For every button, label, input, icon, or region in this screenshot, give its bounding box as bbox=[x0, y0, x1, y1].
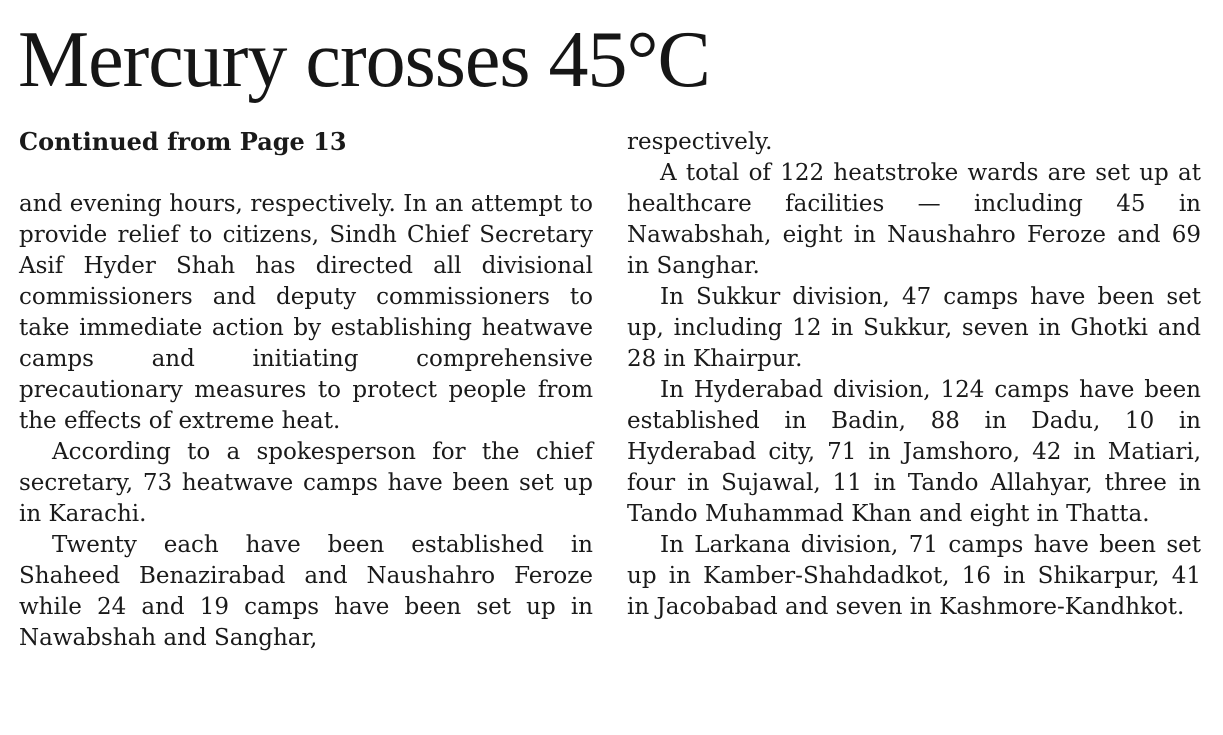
article-paragraph: According to a spokesperson for the chief secretary, 73 heatwave camps have been set up in Karachi. bbox=[19, 439, 593, 527]
article-column-right bbox=[627, 127, 1201, 623]
article-paragraph: In Sukkur division, 47 camps have been set up, including 12 in Sukkur, seven in Ghotki and 28 in Khairpur. bbox=[627, 284, 1201, 372]
headline: Mercury crosses 45°C bbox=[18, 16, 710, 104]
article-paragraph: In Hyderabad division, 124 camps have been established in Badin, 88 in Dadu, 10 in Hyderabad city, 71 in Jamshoro, 42 in Matiari, four in Sujawal, 11 in Tando Allahyar, three in Tando Muhammad Khan and eight in Thatta. bbox=[627, 377, 1201, 527]
article-paragraph: and evening hours, respectively. In an attempt to provide relief to citizens, Sindh Chief Secretary Asif Hyder Shah has directed all divisional commissioners and deputy commissioners to take immediate action by establishing heatwave camps and initiating comprehensive precautionary measures to protect people from the effects of extreme heat. bbox=[19, 191, 593, 434]
article-paragraph: Twenty each have been established in Shaheed Benazirabad and Naushahro Feroze while 24 and 19 camps have been set up in Nawabshah and Sanghar, bbox=[19, 532, 593, 651]
article-column-left bbox=[19, 189, 593, 654]
continued-from-label: Continued from Page 13 bbox=[19, 127, 347, 156]
article-paragraph: In Larkana division, 71 camps have been set up in Kamber-Shahdadkot, 16 in Shikarpur, 41 in Jacobabad and seven in Kashmore-Kandhkot. bbox=[627, 532, 1201, 620]
article-paragraph: respectively. bbox=[627, 129, 773, 155]
article-paragraph: A total of 122 heatstroke wards are set up at healthcare facilities — including 45 in Nawabshah, eight in Naushahro Feroze and 69 in Sanghar. bbox=[627, 160, 1201, 279]
